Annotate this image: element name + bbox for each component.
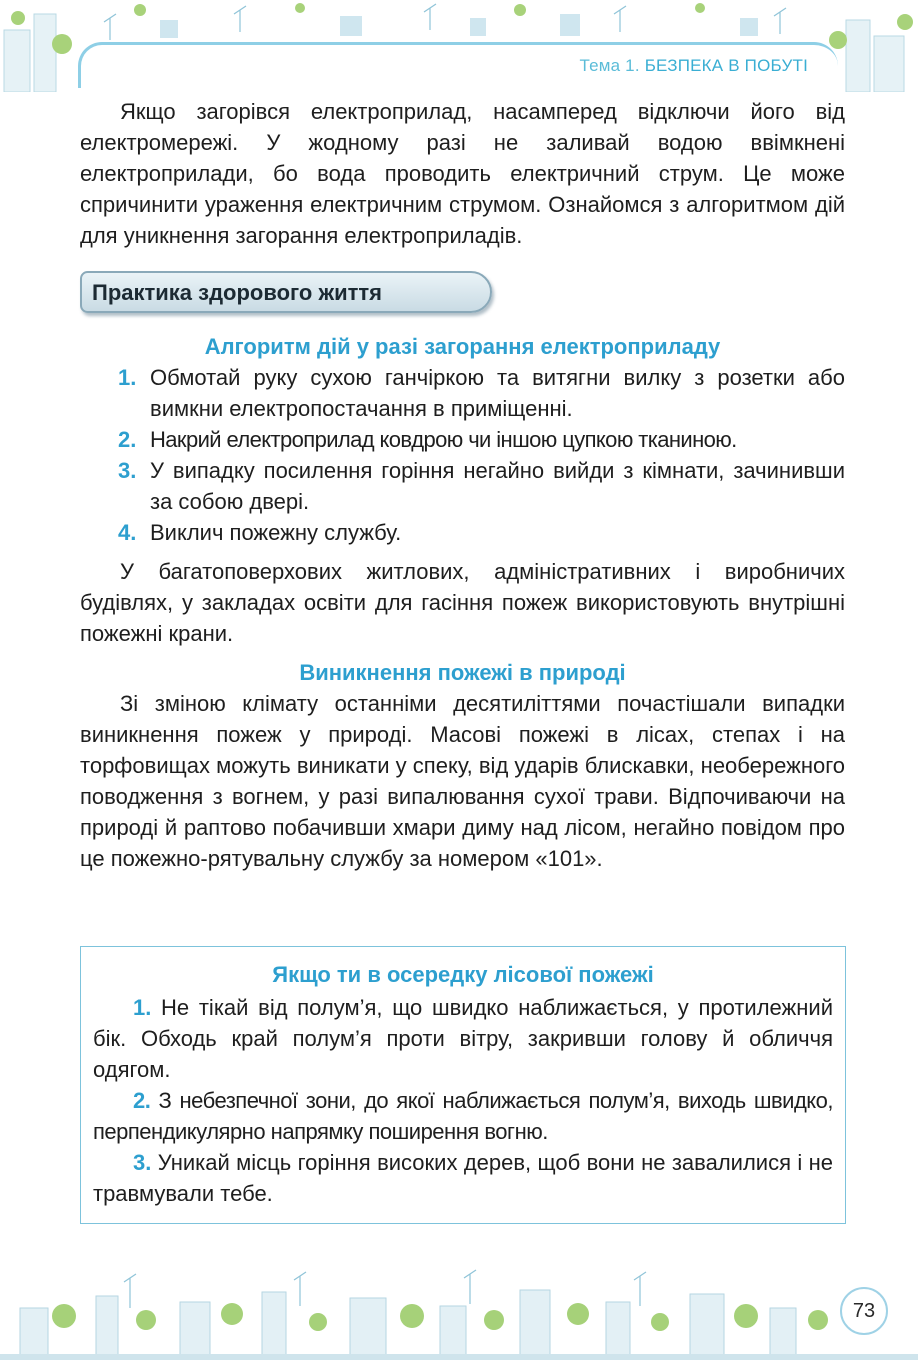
step-number: 4.	[118, 520, 137, 545]
topic-header	[579, 56, 808, 76]
item-text: Уникай місць горіння високих дерев, щоб вони не завалилися і не травмували тебе.	[93, 1150, 833, 1206]
step-text: Виклич пожежну службу.	[150, 520, 402, 545]
bottom-skyline-decoration	[0, 1268, 918, 1360]
step-text: Обмотай руку сухою ганчіркою та витягни вилку з розетки або вимкни електропостачання в приміщенні.	[150, 365, 845, 421]
topic-name: БЕЗПЕКА В ПОБУТІ	[644, 56, 808, 75]
item-text: Не тікай від полум’я, що швидко наближається, у протилежний бік. Обходь край полум’я проти вітру, закривши голову й обличчя одягом.	[93, 995, 833, 1082]
list-item	[80, 517, 845, 548]
page-number	[840, 1287, 888, 1335]
topic-label: Тема 1.	[579, 56, 640, 75]
hydrants-paragraph: У багатоповерхових житлових, адміністративних і виробничих будівлях, у закладах освіти для гасіння пожеж використовують внутрішні пожежні крани.	[80, 559, 845, 646]
item-number: 1.	[133, 995, 152, 1020]
item-text: З небезпечної зони, до якої наближається полум’я, виходь швидко, перпендикулярно напрямку поширення вогню.	[93, 1088, 833, 1144]
step-number: 3.	[118, 458, 137, 483]
step-text: У випадку посилення горіння негайно вийди з кімнати, зачинивши за собою двері.	[150, 458, 845, 514]
algorithm-steps	[80, 362, 845, 548]
nature-heading: Виникнення пожежі в природі	[299, 660, 626, 685]
list-item	[80, 362, 845, 424]
list-item	[80, 424, 845, 455]
step-number: 1.	[118, 365, 137, 390]
forest-box-heading: Якщо ти в осередку лісової пожежі	[272, 962, 654, 987]
list-item	[93, 1147, 833, 1209]
list-item	[80, 455, 845, 517]
step-number: 2.	[118, 427, 137, 452]
item-number: 2.	[133, 1088, 151, 1113]
main-content	[80, 96, 845, 874]
practice-badge	[80, 271, 492, 313]
nature-paragraph: Зі зміною клімату останніми десятиліттями почастішали випадки виникнення пожеж у природі. Масові пожежі в лісах, степах і на торфовищах можуть виникати у спеку, від ударів блискавки, необережного поводження з вогнем, у разі випалювання сухої трави. Відпочиваючи на природі й раптово побачивши хмари диму над лісом, негайно повідом про це пожежно-рятувальну службу за номером «101».	[80, 691, 845, 871]
list-item	[93, 992, 833, 1085]
forest-fire-box	[80, 946, 846, 1224]
list-item	[93, 1085, 833, 1147]
algorithm-heading: Алгоритм дій у разі загорання електроприладу	[204, 334, 721, 359]
page-number-label: 73	[852, 1299, 876, 1322]
item-number: 3.	[133, 1150, 152, 1175]
step-text: Накрий електроприлад ковдрою чи іншою цупкою тканиною.	[150, 427, 737, 452]
intro-paragraph: Якщо загорівся електроприлад, насамперед відключи його від електромережі. У жодному разі не заливай водою ввімкнені електроприлади, бо вода проводить електричний струм. Це може спричинити ураження електричним струмом. Ознайомся з алгоритмом дій для уникнення загорання електроприладів.	[80, 99, 845, 248]
practice-badge-label: Практика здорового життя	[92, 279, 382, 305]
